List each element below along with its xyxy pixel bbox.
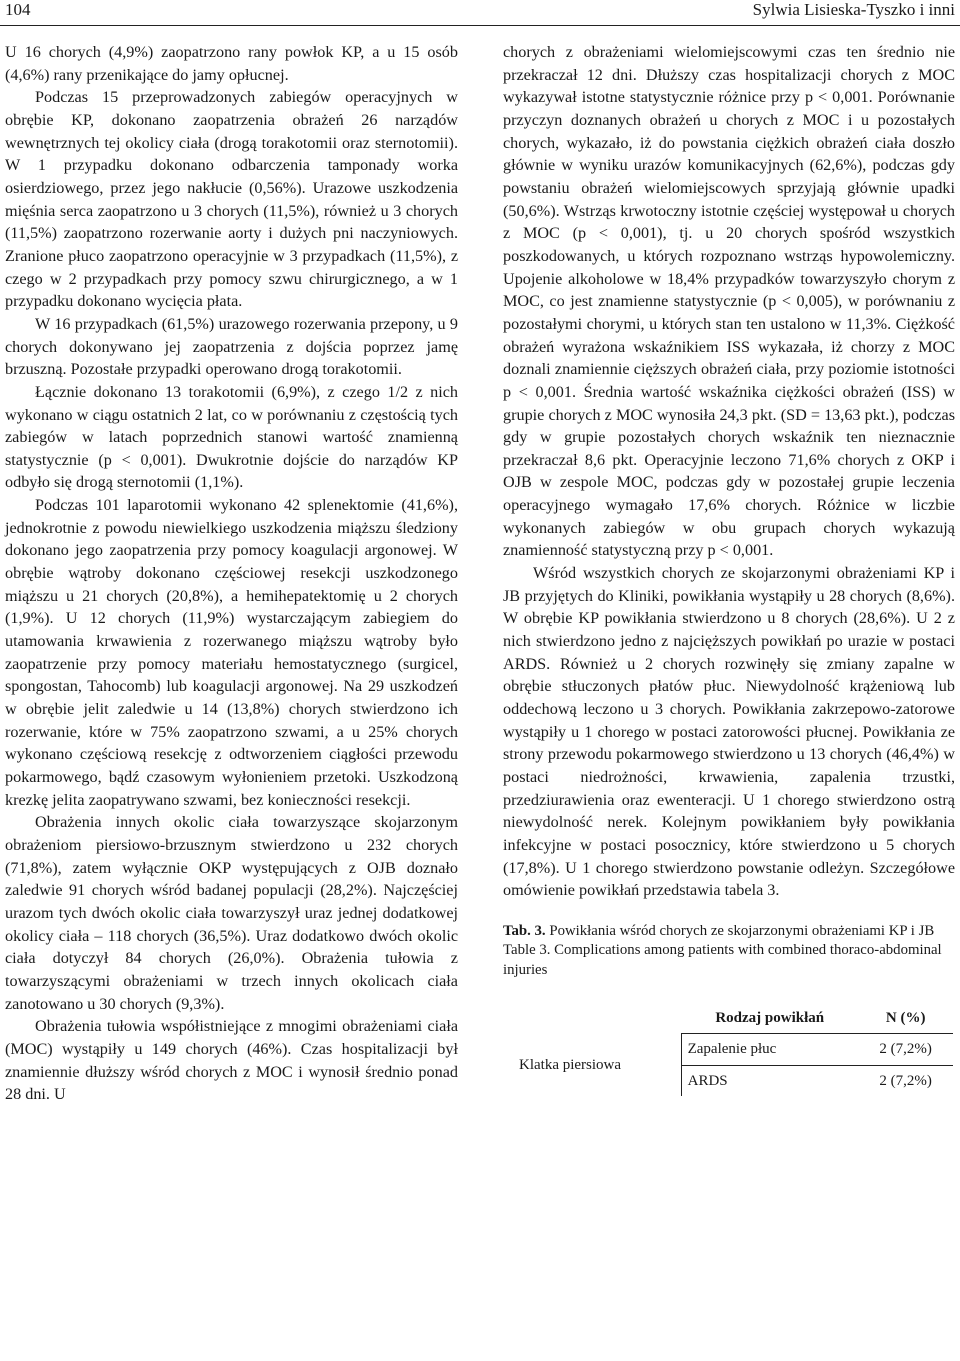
table-title-en: Table 3. Complications among patients with combined thoraco-abdominal injuries bbox=[503, 942, 942, 978]
right-paragraph: chorych z obrażeniami wielomiejscowymi czas ten średnio nie przekraczał 12 dni. Dłuższy czas hospitalizacji chorych z MOC wykazywał istotne statystycznie różnice przy p < 0,001. Porównanie przyczyn doznanych obrażeń u chorych z MOC i u pozostałych chorych, wykazało, iż do powstania ciężkich obrażeń ciała doszło głównie w wyniku urazów komunikacyjnych (62,6%), podczas gdy powstaniu obrażeń wielomiejscowych sprzyjają głównie upadki (50,6%). Wstrząs krwotoczny istotnie częściej występował u chorych z MOC (p < 0,001), tj. u 20 chorych spośród wszystkich poszkodowanych, u których rozpoznano wstrząs hypowolemiczny. Upojenie alkoholowe w 18,4% przypadków towarzyszyło chorym z MOC, co jest znamienne statystycznie (p < 0,005), w porównaniu z pozostałymi chorymi, u których stan ten ustalono w 11,3%. Ciężkość obrażeń wyrażona wskaźnikiem ISS wykazała, iż chorzy z MOC doznali znamiennie cięższych obrażeń ciała, przy poziomie istotności p < 0,001. Średnia wartość wskaźnika ciężkości obrażeń (ISS) w grupie chorych z MOC wynosiła 24,3 pkt. (SD = 13,63 pkt.), podczas gdy w grupie pozostałych chorych wskaźnik ten nieznacznie przekraczał 8,6 pkt. Operacyjnie leczono 71,6% chorych z OKP i OJB w zespole MOC, podczas gdy w pozostałej grupie leczenia operacyjnego wymagało 17,6% chorych. Różnice w liczbie wykonanych zabiegów w obu grupach chorych wykazują znamienność statystyczną przy p < 0,001. bbox=[503, 43, 955, 560]
header-rule bbox=[0, 25, 960, 26]
table-cell-name: Zapalenie płuc bbox=[681, 1034, 858, 1066]
table-title-pl: Powikłania wśród chorych ze skojarzonymi obrażeniami KP i JB bbox=[549, 922, 935, 939]
table-row bbox=[513, 1034, 953, 1066]
left-paragraph: W 16 przypadkach (61,5%) urazowego rozerwania przepony, u 9 chorych dokonywano jej zaopatrzenia z dojścia poprzez jamę brzuszną. Pozostałe przypadki operowano drogą torakotomii. bbox=[5, 314, 458, 379]
running-title: Sylwia Lisieska-Tyszko i inni bbox=[752, 0, 955, 19]
right-paragraph: Wśród wszystkich chorych ze skojarzonymi obrażeniami KP i JB przyjętych do Kliniki, powikłania wystąpiły u 28 chorych (8,6%). W obrębie KP powikłania stwierdzono u 8 chorych (28,6%). U 2 z nich stwierdzono jedno z najcięższych powikłań po urazie w postaci ARDS. Również u 2 chorych rozwinęły się zmiany zapalne w obrębie stłuczonych płatów płuc. Niewydolność krążeniową lub oddechową leczono u 3 chorych. Powikłania zakrzepowo-zatorowe wystąpiły u 1 chorego w postaci zatorowości płucnej. Powikłania ze strony przewodu pokarmowego stwierdzono u 13 chorych (46,4%) w postaci niedrożności, krwawienia, zapalenia trzustki, przedziurawienia oraz ewenteracji. U 1 chorego stwierdzono ostrą niewydolność nerek. Kolejnym powikłaniem były powikłania infekcyjne w postaci posocznicy, które stwierdzono u 5 chorych (17,8%). U 1 chorego stwierdzono powstanie odleżyn. Szczegółowe omówienie powikłań przedstawia tabela 3. bbox=[503, 564, 955, 900]
complications-table bbox=[513, 1004, 953, 1096]
left-paragraph: Podczas 101 laparotomii wykonano 42 splenektomie (41,6%), jednokrotnie z powodu niewielkiego uszkodzenia miąższu śledziony dokonano jego zaopatrzenia przy pomocy koagulacji argonowej. W obrębie wątroby dokonano częściowej resekcji uszkodzonego miąższu u 21 chorych (20,8%), a hemihepatektomię u 2 chorych (1,9%). U 12 chorych (11,9%) wystarczającym zabiegiem do utamowania krwawienia z rozerwanego miąższu wątroby było zaopatrzenie przy pomocy materiału hemostatycznego (surgicel, spongostan, Tahocomb) lub koagulacji argonowej. Na 29 uszkodzeń w obrębie jelit zaledwie u 14 (13,8%) chorych stwierdzono ich rozerwanie, które w 75% zaopatrzono szwami, a u 25% chorych wykonano częściową resekcję z odtworzeniem ciągłości przewodu pokarmowego, bądź czasowym wyłonieniem przetoki. Uszkodzoną krezkę jelita zaopatrywano szwami, bez konieczności resekcji. bbox=[5, 496, 458, 809]
left-paragraph: U 16 chorych (4,9%) zaopatrzono rany powłok KP, a u 15 osób (4,6%) rany przenikające do jamy opłucnej. bbox=[5, 43, 458, 84]
left-paragraph: Obrażenia tułowia współistniejące z mnogimi obrażeniami ciała (MOC) wystąpiły u 149 chorych (46%). Czas hospitalizacji był znamiennie dłuższy wśród chorych z MOC i wynosił średnio ponad 28 dni. U bbox=[5, 1017, 458, 1104]
table-label: Tab. 3. bbox=[503, 922, 546, 939]
left-paragraph: Podczas 15 przeprowadzonych zabiegów operacyjnych w obrębie KP, dokonano zaopatrzenia obrażeń 26 narządów wewnętrznych tej okolicy ciała (drogą torakotomii oraz sternotomii). W 1 przypadku dokonano odbarczenia tamponady worka osierdziowego, przez jego nakłucie (0,56%). Urazowe uszkodzenia mięśnia serca zaopatrzono u 3 chorych (11,5%), również u 3 chorych (11,5%) zaopatrzono rozerwanie aorty i dużych pni naczyniowych. Zranione płuco zaopatrzono operacyjnie w 3 przypadkach (11,5%), z czego w 2 przypadkach przy pomocy szwu chirurgicznego, a w 1 przypadku dokonano wycięcia płata. bbox=[5, 88, 458, 311]
table-header-n: N (%) bbox=[858, 1004, 953, 1033]
table-cell-value: 2 (7,2%) bbox=[858, 1034, 953, 1066]
left-paragraph: Obrażenia innych okolic ciała towarzyszące skojarzonym obrażeniom piersiowo-brzusznym stwierdzono u 232 chorych (71,8%), zatem wyłącznie OKP występujących z OJB doznało zaledwie 91 chorych wśród badanej populacji (28,2%). Najczęściej urazom tych dwóch okolic ciała towarzyszył uraz jednej dodatkowej okolicy ciała – 118 chorych (36,5%). Uraz dodatkowo dwóch okolic ciała dotyczył 84 chorych (26,0%). Obrażenia tułowia z towarzyszącymi obrażeniami w trzech innych okolicach ciała zanotowano u 30 chorych (9,3%). bbox=[5, 813, 458, 1013]
table-header-type: Rodzaj powikłań bbox=[681, 1004, 858, 1033]
table-cell-value: 2 (7,2%) bbox=[879, 1072, 932, 1089]
table-group-label: Klatka piersiowa bbox=[519, 1056, 622, 1073]
left-paragraph: Łącznie dokonano 13 torakotomii (6,9%), z czego 1/2 z nich wykonano w ciągu ostatnich 2 lat, co w porównaniu z częstością tych zabiegów w latach poprzednich stanowi wartość znamienną statystycznie (p < 0,001). Dwukrotnie dojście do narządów KP odbyło się drogą sternotomii (1,1%). bbox=[5, 382, 458, 492]
table-cell-name: ARDS bbox=[681, 1065, 858, 1096]
right-column bbox=[503, 41, 955, 1096]
left-column bbox=[5, 41, 458, 1106]
table-caption bbox=[503, 922, 955, 942]
page-number: 104 bbox=[5, 0, 31, 19]
